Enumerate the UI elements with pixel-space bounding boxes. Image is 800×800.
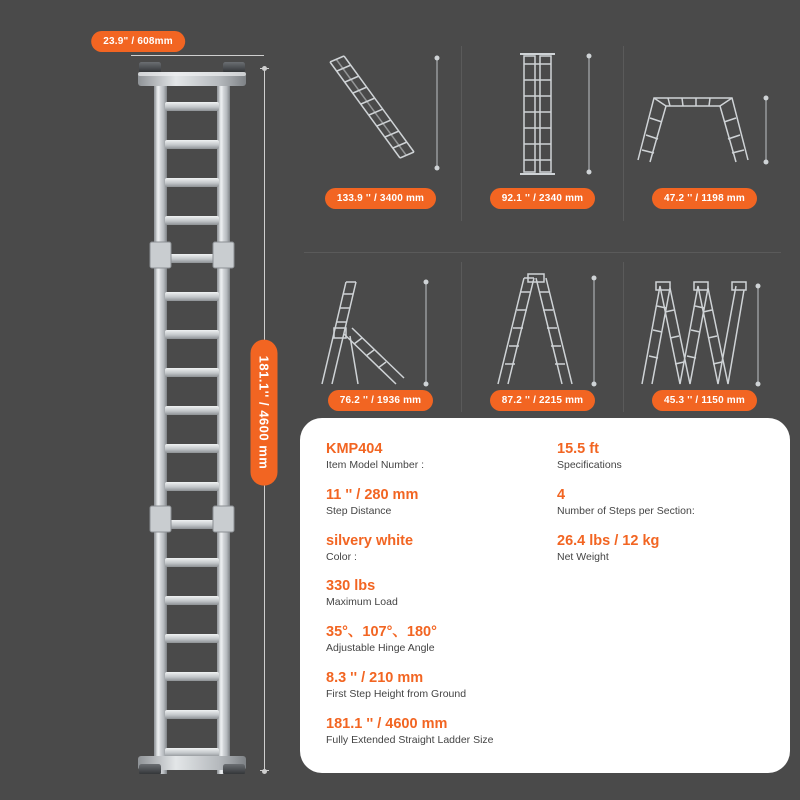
specs-left-column: [326, 440, 533, 760]
spec-label: Specifications: [557, 459, 622, 472]
specifications-card: [300, 418, 790, 773]
spec-value: 8.3 '' / 210 mm: [326, 669, 424, 686]
spec-value: KMP404: [326, 441, 383, 457]
height-badge-label: 181.1'' / 4600 mm: [251, 340, 278, 486]
config-cell-scaffold-bridge-ladder: [624, 40, 785, 225]
spec-value: 330 lbs: [326, 578, 376, 595]
a-frame-step-ladder-illustration: [462, 262, 623, 407]
dimension-tick-bottom: [260, 770, 269, 771]
spec-label: Number of Steps per Section:: [557, 504, 695, 517]
config-badge-label: 92.1 '' / 2340 mm: [490, 188, 596, 209]
grid-divider: [304, 252, 781, 253]
width-badge: [91, 31, 185, 52]
scaffold-bridge-ladder-illustration: [624, 40, 785, 185]
config-badge-label: 47.2 '' / 1198 mm: [652, 188, 757, 209]
spec-item-hinge-angle: [326, 623, 533, 656]
spec-label: Item Model Number :: [326, 459, 425, 472]
spec-value: silvery white: [326, 532, 414, 549]
config-cell-leaning-extension-ladder: [300, 40, 461, 225]
spec-label: Maximum Load: [326, 596, 398, 609]
spec-value: 11 '' / 280 mm: [326, 486, 419, 503]
folded-closed-ladder-illustration: [462, 40, 623, 185]
spec-label: Fully Extended Straight Ladder Size: [326, 733, 494, 746]
spec-value: 35°、107°、180°: [326, 624, 437, 641]
spec-item-extended-size: [326, 715, 533, 748]
spec-item-model-number: [326, 440, 533, 473]
config-badge-label: 45.3 '' / 1150 mm: [652, 390, 757, 411]
spec-label: Adjustable Hinge Angle: [326, 642, 435, 655]
stairway-step-ladder-illustration: [300, 262, 461, 407]
width-badge-label: 23.9" / 608mm: [91, 31, 185, 52]
spec-item-maximum-load: [326, 577, 533, 610]
config-badge-label: 76.2 '' / 1936 mm: [328, 390, 434, 411]
spec-label: Net Weight: [557, 550, 609, 563]
spec-label: First Step Height from Ground: [326, 687, 467, 700]
spec-label: Color :: [326, 550, 357, 563]
double-a-frame-ladder-illustration: [624, 262, 785, 407]
left-ladder-diagram: [0, 0, 290, 800]
spec-value: 181.1 '' / 4600 mm: [326, 715, 448, 732]
config-badge-label: 87.2 '' / 2215 mm: [490, 390, 596, 411]
extension-ladder-illustration: [132, 62, 252, 774]
horizontal-dimension-line: [131, 55, 264, 56]
spec-item-specifications: [557, 440, 764, 473]
leaning-extension-ladder-illustration: [300, 40, 461, 185]
spec-value: 15.5 ft: [557, 441, 599, 457]
dimension-tick-top: [260, 68, 269, 69]
config-badge-label: 133.9 '' / 3400 mm: [325, 188, 436, 209]
config-cell-folded-closed-ladder: [462, 40, 623, 225]
spec-value: 4: [557, 486, 566, 503]
spec-item-net-weight: [557, 532, 764, 565]
spec-item-step-distance: [326, 486, 533, 519]
spec-item-steps-per-section: [557, 486, 764, 519]
spec-label: Step Distance: [326, 504, 392, 517]
specs-right-column: [557, 440, 764, 760]
configuration-grid: [300, 40, 785, 410]
spec-item-first-step-height: [326, 669, 533, 702]
height-badge: [251, 340, 278, 491]
spec-item-color: [326, 532, 533, 565]
spec-value: 26.4 lbs / 12 kg: [557, 532, 660, 549]
